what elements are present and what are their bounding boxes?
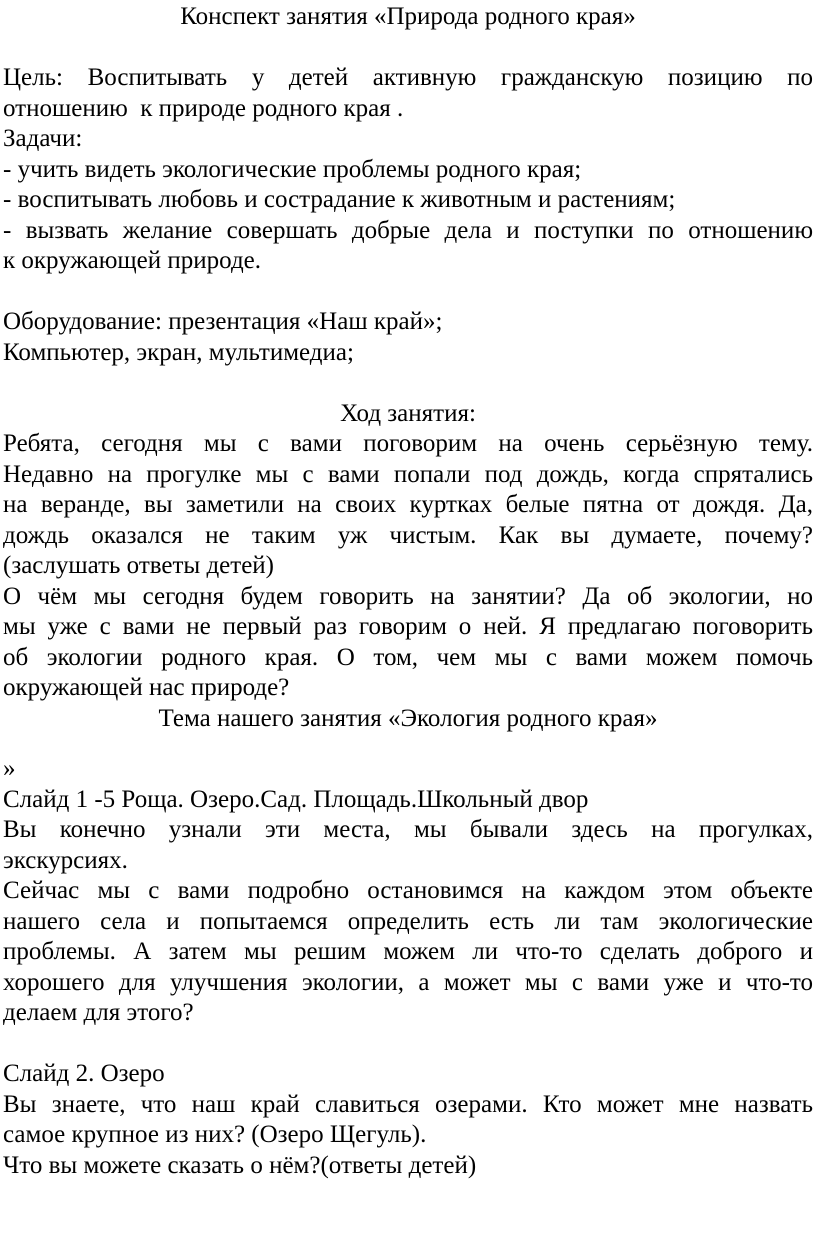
slide1-p2-line-5: делаем для этого? [3,999,194,1026]
equipment-line-1: Оборудование: презентация «Наш край»; [3,308,443,335]
slide1-p2-line-1: Сейчас мы с вами подробно остановимся на каждом этом объекте [3,877,813,904]
lesson-p1-line-1: Ребята, сегодня мы с вами поговорим на очень серьёзную тему. [3,430,813,457]
tasks-heading: Задачи: [3,125,83,152]
lesson-p1-line-3: на веранде, вы заметили на своих куртках белые пятна от дождя. Да, [3,491,813,518]
slide1-p2-line-3: проблемы. А затем мы решим можем ли что-то сделать доброго и [3,938,813,965]
page-title: Конспект занятия «Природа родного края» [180,3,636,30]
task-item-1: - учить видеть экологические проблемы родного края; [3,155,582,183]
slide2-line-1: Вы знаете, что наш край славиться озерами. Кто может мне назвать [3,1090,813,1118]
spacer [3,33,813,64]
slide2-line-2: самое крупное из них? (Озеро Щегуль). [3,1121,427,1148]
lesson-p1-line-2: Недавно на прогулке мы с вами попали под дождь, когда спрятались [3,460,813,488]
task-item-3-cont: к окружающей природе. [3,247,262,274]
lesson-p2-line-2: мы уже с вами не первый раз говорим о ней. Я предлагаю поговорить [3,613,813,640]
task-item-3: - вызвать желание совершать добрые дела и поступки по отношению [3,216,813,244]
slide1-p2-line-4: хорошего для улучшения экологии, а может мы с вами уже и что-то [3,968,813,996]
slide2-heading: Слайд 2. Озеро [3,1060,165,1087]
slide2-line-3: Что вы можете сказать о нём?(ответы детей) [3,1151,477,1179]
spacer [3,1029,813,1060]
task-item-2: - воспитывать любовь и сострадание к животным и растениям; [3,186,676,213]
lesson-p2-line-3: об экологии родного края. О том, чем мы с вами можем помочь [3,643,813,671]
slide1-heading: Слайд 1 -5 Роща. Озеро.Сад. Площадь.Школьный двор [3,785,589,813]
goal-line-2: отношению к природе родного края . [3,94,404,122]
spacer [3,277,813,308]
lesson-heading: Ход занятия: [340,399,476,427]
spacer [3,368,813,399]
lesson-p1-line-5: (заслушать ответы детей) [3,552,275,579]
slide1-p1-line-2: экскурсиях. [3,846,128,874]
slide1-p1-line-1: Вы конечно узнали эти места, мы бывали здесь на прогулках, [3,816,813,843]
lesson-topic: Тема нашего занятия «Экология родного края» [158,704,658,732]
lesson-p1-line-4: дождь оказался не таким уж чистым. Как вы думаете, почему? [3,521,813,549]
slide1-p2-line-2: нашего села и попытаемся определить есть ли там экологические [3,907,813,935]
spacer [3,734,813,754]
lesson-p2-line-4: окружающей нас природе? [3,674,290,701]
document-page [3,0,813,1181]
lesson-p2-line-1: О чём мы сегодня будем говорить на занятии? Да об экологии, но [3,582,813,610]
equipment-line-2: Компьютер, экран, мультимедиа; [3,338,354,366]
lesson-topic-tail: » [3,755,16,782]
goal-line-1: Цель: Воспитывать у детей активную гражданскую позицию по [3,64,813,91]
